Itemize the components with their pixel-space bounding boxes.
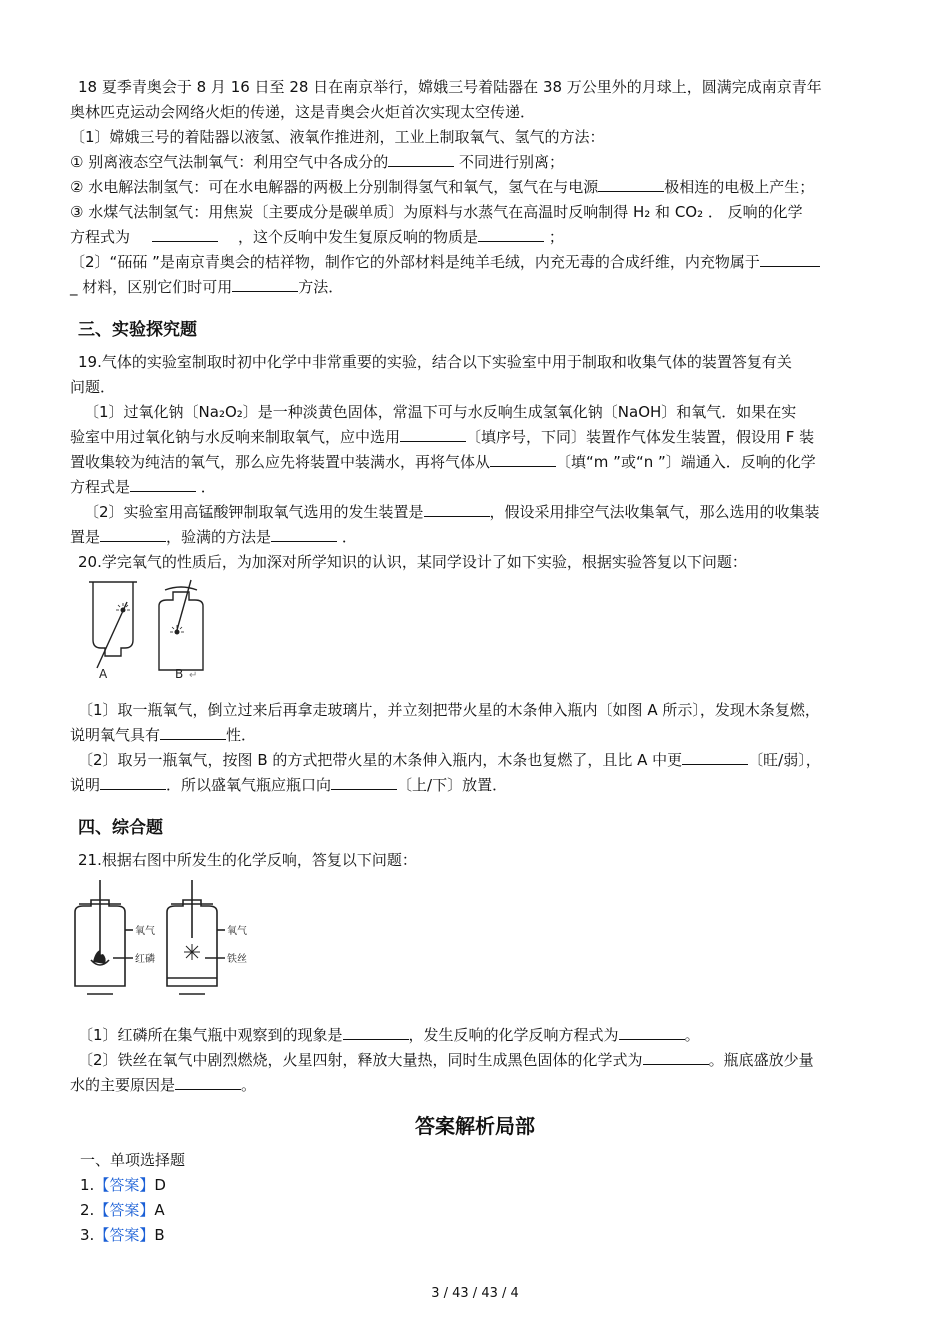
answer-blank[interactable] — [643, 1048, 709, 1065]
answer-blank[interactable] — [424, 500, 490, 517]
answer-blank[interactable] — [100, 525, 166, 542]
answer-blank[interactable] — [160, 723, 226, 740]
answer-blank[interactable] — [130, 475, 196, 492]
return-mark: ↵ — [189, 670, 198, 681]
answer-blank[interactable] — [598, 175, 664, 192]
answers-title: 答案解析局部 — [415, 1114, 535, 1138]
fig-label-b: B — [175, 667, 184, 681]
q19-line8: 置是 ，验满的方法是 ． — [70, 525, 890, 550]
q20-line1: 20.学完氧气的性质后，为加深对所学知识的认识，某同学设计了如下实验，根据实验答复以下问题： — [78, 553, 747, 571]
q18-line5: ② 水电解法制氢气：可在水电解器的两极上分别制得氢气和氧气，氢气在与电源 极相连的电极上产生； — [70, 175, 890, 200]
q18-line9: _ 材料，区别它们时可用 方法． — [70, 275, 890, 300]
answers-subheading: 一、单项选择题 — [80, 1151, 186, 1169]
answer-blank[interactable] — [400, 425, 466, 442]
question-21 — [70, 1023, 890, 1098]
q18-line7: 方程式为 ，这个反响中发生复原反响的物质是 ； — [70, 225, 890, 250]
answer-blank[interactable] — [271, 525, 337, 542]
question-18 — [70, 75, 890, 300]
answer-item: 1.【答案】D — [80, 1176, 166, 1194]
answers-list — [80, 1148, 900, 1248]
q21-line1: 21.根据右图中所发生的化学反响，答复以下问题： — [78, 851, 417, 869]
answer-blank[interactable] — [175, 1073, 241, 1090]
answer-blank[interactable] — [760, 250, 820, 267]
fig-label-a: A — [99, 667, 108, 681]
section-heading-4: 四、综合题 — [78, 818, 163, 838]
q18-line2: 奥林匹克运动会网络火炬的传递，这是青奥会火炬首次实现太空传递． — [70, 103, 536, 121]
answer-blank[interactable] — [331, 773, 397, 790]
bottle-a — [93, 582, 133, 656]
question-21-intro — [70, 848, 890, 873]
q21-line3: 〔2〕铁丝在氧气中剧烈燃烧，火星四射，释放大量热，同时生成黑色固体的化学式为 。瓶底盛放少量 — [70, 1048, 890, 1073]
answer-blank[interactable] — [490, 450, 556, 467]
answer-blank[interactable] — [152, 225, 218, 242]
label-iron-wire: 铁丝 — [227, 954, 247, 965]
q18-line6: ③ 水煤气法制氢气：用焦炭〔主要成分是碳单质〕为原料与水蒸气在高温时反响制得 H₂ 和 CO₂ ． 反响的化学 — [70, 203, 803, 221]
label-red-phosphorus: 红磷 — [135, 954, 155, 965]
q19-line3: 〔1〕过氧化钠〔Na₂O₂〕是一种淡黄色固体，常温下可与水反响生成氢氧化钠〔NaOH〕和氧气．如果在实 — [84, 403, 797, 421]
page-footer: 3 / 43 / 43 / 4 — [431, 1286, 519, 1301]
answer-blank[interactable] — [388, 150, 454, 167]
q21-figure — [65, 878, 280, 998]
label-oxygen-2: 氧气 — [227, 926, 247, 937]
answer-item: 3.【答案】B — [80, 1226, 165, 1244]
q20-line4: 〔2〕取另一瓶氧气，按图 B 的方式把带火星的木条伸入瓶内，木条也复燃了，且比 A 中更 〔旺/弱〕， — [70, 748, 890, 773]
q18-line8: 〔2〕“砳砳 ”是南京青奥会的桔祥物，制作它的外部材料是纯羊毛绒，内充无毒的合成纤维，内充物属于 — [70, 250, 890, 275]
flame-icon — [93, 950, 106, 964]
q21-line2: 〔1〕红磷所在集气瓶中观察到的现象是 ，发生反响的化学反响方程式为 。 — [70, 1023, 890, 1048]
question-20 — [70, 698, 890, 798]
spark-icon — [121, 608, 180, 635]
glass-plate-b — [165, 587, 197, 590]
q19-line4: 验室中用过氧化钠与水反响来制取氧气，应中选用 〔填序号，下同〕装置作气体发生装置，假设用 F 装 — [70, 425, 890, 450]
q20-line5: 说明 ．所以盛氧气瓶应瓶口向 〔上/下〕放置． — [70, 773, 890, 798]
q19-line2: 问题． — [70, 378, 116, 396]
q19-line6: 方程式是 ． — [70, 475, 890, 500]
section-heading-3: 三、实验探究题 — [78, 320, 197, 340]
q18-line1: 18 夏季青奥会于 8 月 16 日至 28 日在南京举行，嫦娥三号着陆器在 38 万公里外的月球上，圆满完成南京青年 — [78, 78, 822, 96]
question-19 — [70, 350, 890, 575]
q20-line2: 〔1〕取一瓶氧气，倒立过来后再拿走玻璃片，并立刻把带火星的木条伸入瓶内〔如图 A 所示〕，发现木条复燃， — [78, 701, 820, 719]
q18-line3: 〔1〕嫦娥三号的着陆器以液氢、液氧作推进剂，工业上制取氧气、氢气的方法： — [70, 128, 605, 146]
q19-line7: 〔2〕实验室用高锰酸钾制取氧气选用的发生装置是 ，假设采用排空气法收集氧气，那么选用的收集装 — [70, 500, 890, 525]
q20-figure — [85, 578, 225, 683]
answer-blank[interactable] — [100, 773, 166, 790]
q18-line4: ① 别离液态空气法制氧气：利用空气中各成分的 不同进行别离； — [70, 150, 890, 175]
q21-line4: 水的主要原因是 。 — [70, 1073, 890, 1098]
answer-blank[interactable] — [343, 1023, 409, 1040]
answer-blank[interactable] — [682, 748, 748, 765]
answer-blank[interactable] — [478, 225, 544, 242]
label-oxygen-1: 氧气 — [135, 926, 155, 937]
bottle-b — [159, 592, 203, 670]
q20-line3: 说明氧气具有 性． — [70, 723, 890, 748]
q19-line1: 19.气体的实验室制取时初中化学中非常重要的实验，结合以下实验室中用于制取和收集气体的装置答复有关 — [78, 353, 792, 371]
answer-blank[interactable] — [619, 1023, 685, 1040]
sparks-icon — [184, 944, 200, 960]
q19-line5: 置收集较为纯洁的氧气，那么应先将装置中装满水，再将气体从 〔填“m ”或“n ”〕端通入．反响的化学 — [70, 450, 890, 475]
answer-blank[interactable] — [232, 275, 298, 292]
spark-rays-icon — [116, 603, 184, 632]
answer-item: 2.【答案】A — [80, 1201, 165, 1219]
